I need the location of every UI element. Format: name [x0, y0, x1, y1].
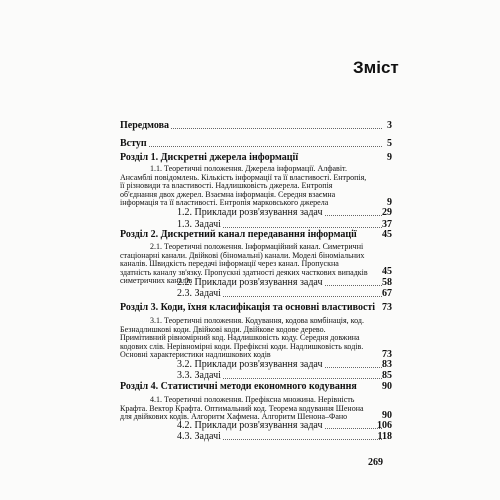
toc-entry-page: 106 [377, 420, 392, 431]
toc-entry-page: 45 [382, 229, 392, 240]
toc-entry-page: 29 [382, 207, 392, 218]
toc-entry-preface[interactable] [120, 119, 392, 132]
toc-entry-page: 90 [382, 410, 392, 421]
toc-entry-label: 1.2. Приклади розв'язування задач [177, 207, 323, 218]
toc-entry-label: 4.2. Приклади розв'язування задач [177, 420, 323, 431]
toc-section-4-3[interactable] [120, 430, 392, 443]
toc-leader-dots [171, 128, 382, 129]
toc-chapter-4[interactable] [120, 380, 392, 393]
toc-entry-label: Розділ 3. Коди, їхня класифікація та основні властивості [120, 302, 376, 313]
toc-entry-label: 3.3. Задачі [177, 370, 221, 381]
toc-entry-page: 73 [382, 302, 392, 313]
toc-leader-dots [149, 146, 382, 147]
toc-entry-label: Передмова [120, 120, 169, 131]
toc-entry-label: 3.2. Приклади розв'язування задач [177, 359, 323, 370]
page-title: Зміст [353, 58, 399, 77]
toc-entry-page: 3 [387, 120, 392, 131]
toc-entry-label: 2.3. Задачі [177, 288, 221, 299]
toc-entry-label: 4.3. Задачі [177, 431, 221, 442]
toc-entry-page: 67 [382, 288, 392, 299]
toc-entry-page: 9 [387, 152, 392, 163]
toc-entry-label: Розділ 1. Дискретні джерела інформації [120, 152, 299, 163]
toc-leader-dots [223, 378, 382, 379]
toc-chapter-1[interactable] [120, 151, 392, 164]
toc-entry-page: 9 [387, 197, 392, 208]
toc-section-4-1[interactable]: 4.1. Теоретичні положення. Префіксна множина. Нерівність Крафта. Вектор Крафта. Оптимальний код. Теорема кодування Шенона для двійкових кодів. Алгоритм Хафмена. Алгоритм Шенона–Фано [120, 395, 364, 422]
toc-entry-page: 5 [387, 138, 392, 149]
toc-entry-page: 83 [382, 359, 392, 370]
toc-entry-page: 58 [382, 277, 392, 288]
page-number: 269 [368, 457, 383, 468]
toc-entry-page: 85 [382, 370, 392, 381]
toc-entry-label: Розділ 4. Статистичні методи економного кодування [120, 381, 357, 392]
toc-entry-page: 118 [377, 431, 392, 442]
toc-chapter-2[interactable] [120, 228, 392, 241]
toc-entry-page: 90 [382, 381, 392, 392]
toc-leader-dots [223, 439, 382, 440]
toc-entry-label: 2.2. Приклади розв'язування задач [177, 277, 323, 288]
toc-leader-dots [223, 296, 382, 297]
toc-section-2-1[interactable]: 2.1. Теоретичні положення. Інформаційний канал. Симетричні стаціонарні канали. Двійкові (біномальні) канали. Моделі біноміальних каналів. Швидкість передачі інформації через канал. Пропускна здатність каналу зв'язку. Пропускні здатності деяких часткових випадків симетричних каналів [120, 242, 368, 286]
toc-section-2-3[interactable] [120, 287, 392, 300]
toc-chapter-3[interactable] [120, 301, 392, 314]
toc-entry-label: 1.3. Задачі [177, 219, 221, 230]
toc-section-3-1[interactable]: 3.1. Теоретичні положення. Кодування, кодова комбінація, код. Безнадлишкові коди. Двійкові коди. Двійкове кодове дерево. Примітивний рівномірний код. Надлишковість коду. Середня довжина кодових слів. Нерівномірні коди. Префіксні коди. Надлишковість кодів. Основні характеристики надлишкових кодів [120, 316, 364, 360]
toc-section-1-1[interactable]: 1.1. Теоретичні положення. Джерела інформації. Алфавіт. Ансамблі повідомлень. Кількість інформації та її властивості. Ентропія, її різновиди та властивості. Надлишковість джерела. Ентропія об'єднання двох джерел. Взаємна інформація. Середня взаємна інформація та її властивості. Ентропія марковського джерела [120, 164, 367, 208]
toc-entry-label: Розділ 2. Дискретний канал передавання інформації [120, 229, 357, 240]
toc-entry-page: 73 [382, 349, 392, 360]
toc-entry-label: Вступ [120, 138, 147, 149]
toc-entry-intro[interactable] [120, 137, 392, 150]
toc-entry-page: 45 [382, 266, 392, 277]
toc-entry-page: 37 [382, 219, 392, 230]
